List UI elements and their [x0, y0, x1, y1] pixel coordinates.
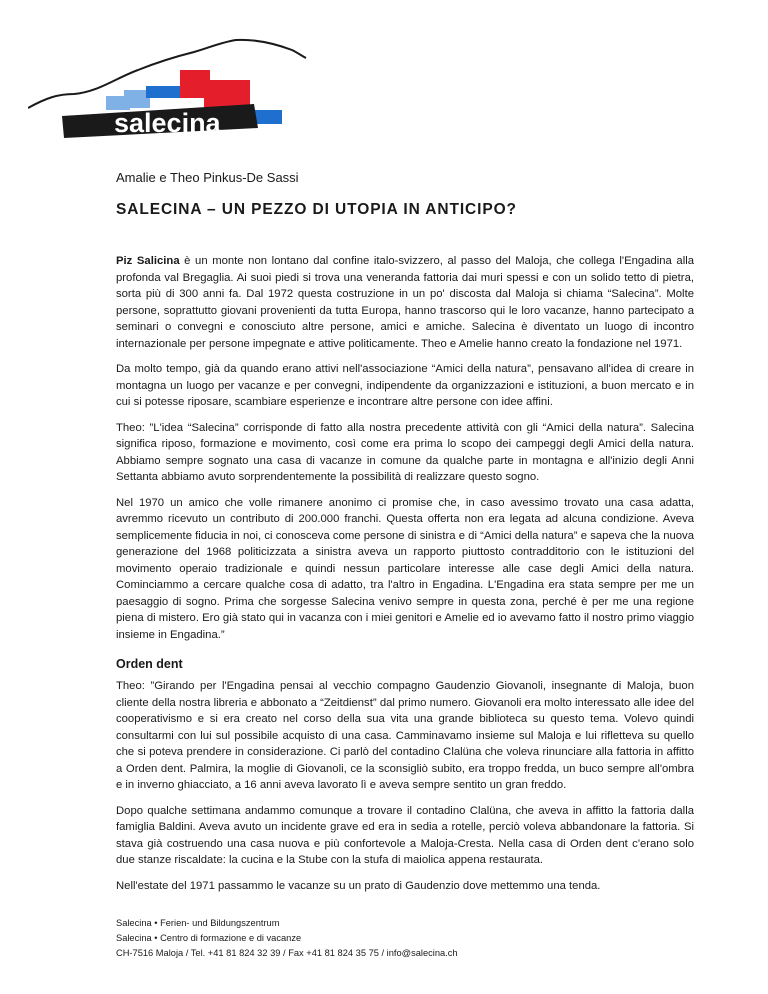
authors: Amalie e Theo Pinkus-De Sassi: [116, 170, 299, 185]
article: [116, 170, 694, 903]
body-paragraph-1: Da molto tempo, già da quando erano attivi nell'associazione “Amici della natura”, pensavano all'idea di creare in montagna un luogo per vacanze e per convegni, indipendente da organizzazioni e istituzioni, a buon mercato e in cui si potesse riposare, scambiare esperienze e incontrare altre persone con idee affini.: [116, 363, 694, 408]
intro-lead: Piz Salicina: [116, 255, 180, 267]
intro-text: è un monte non lontano dal confine italo-svizzero, al passo del Maloja, che collega l'Engadina alla profonda val Bregaglia. Ai suoi piedi si trova una veneranda fattoria dai muri spessi e con un solido tetto di pietra, sorta più di 300 anni fa. Dal 1972 questa costruzione in un po' discosta dal Maloja si chiama “Salecina”. Molte persone, soprattutto giovani provenienti da tutta Europa, hanno trascorso qui le loro vacanze, hanno partecipato a seminari o convegni e conosciuto altre persone, amici e amiche. Salecina è diventato un luogo di incontro internazionale per persone impegnate e attive politicamente. Theo e Amelie hanno creato la fondazione nel 1971.: [116, 255, 694, 350]
document-title: SALECINA – UN PEZZO DI UTOPIA IN ANTICIPO?: [116, 201, 517, 218]
section-paragraph-2: Dopo qualche settimana andammo comunque a trovare il contadino Clalüna, che aveva in affitto la fattoria dalla famiglia Baldini. Aveva avuto un incidente grave ed era in sedia a rotelle, perciò voleva abbandonare la fattoria. Si stava già costruendo una casa nuova e più confortevole a Maloja-Cresta. Nella casa di Orden dent c'erano solo due stanze riscaldate: la cucina e la Stube con la stufa di maiolica appena restaurata.: [116, 804, 694, 866]
footer-line-2: Salecina • Centro di formazione e di vacanze: [116, 933, 302, 943]
footer-line-1: Salecina • Ferien- und Bildungszentrum: [116, 918, 280, 928]
body-paragraph-3: Nel 1970 un amico che volle rimanere anonimo ci promise che, in caso avessimo trovato una casa adatta, avremmo ricevuto un contributo di 200.000 franchi. Questa offerta non era legata ad alcuna condizione. Aveva semplicemente fiducia in noi, ci conosceva come persone di sinistra e di “Amici della natura” e sapeva che la nuova generazione del 1968 politicizzata a sinistra aveva un rapporto piuttosto contradditorio con le istituzioni del movimento operaio tradizionale e quindi nessun particolare interesse alle case degli Amici della natura. Cominciammo a cercare qualche cosa di adatto, tra l'altro in Engadina. L'Engadina era stata sempre per me un paesaggio di sogno. Prima che sorgesse Salecina venivo sempre in questa zona, perché è per me una regione piena di mistero. Ero già stato qui in vacanza con i miei genitori e Amelie ed io avevamo fatto il nostro primo viaggio insieme in Engadina.”: [116, 496, 694, 641]
logo-wordmark: salecina: [114, 108, 221, 138]
mountain-logo-graphic: [28, 28, 308, 148]
footer-line-3: CH-7516 Maloja / Tel. +41 81 824 32 39 / Fax +41 81 824 35 75 / info@salecina.ch: [116, 948, 458, 958]
footer: [116, 916, 458, 961]
intro-paragraph: [116, 253, 694, 352]
section-paragraph-1: Theo: ”Girando per l'Engadina pensai al vecchio compagno Gaudenzio Giovanoli, insegnante di Maloja, buon cliente della nostra libreria e abbonato a “Zeitdienst” dal primo numero. Giovanoli era molto interessato alle idee del cooperativismo e si era creato nel corso della sua vita una grande biblioteca su questo tema. Volevo quindi consultarmi con lui sul possibile acquisto di una casa. Camminavamo insieme sul Maloja e lui rifletteva su quello che si poteva prendere in considerazione. Ci parlò del contadino Clalüna che voleva rinunciare alla fattoria in affitto a Orden dent. Palmira, la moglie di Giovanoli, ce la sconsigliò subito, era troppo fredda, un buco sempre all'ombra e in inverno ghiacciato, a 16 anni aveva lavorato lì e aveva sempre sentito un gran freddo.: [116, 680, 694, 791]
salecina-logo: [28, 28, 308, 148]
body-paragraph-2: Theo: ”L'idea “Salecina” corrisponde di fatto alla nostra precedente attività con gli “Amici della natura”. Salecina significa riposo, formazione e movimento, così come era prima lo scopo dei campeggi degli Amici della natura. Abbiamo sempre sognato una casa di vacanze in comune da qualche parte in montagna e all'inizio degli Anni Settanta abbiamo avuto sorprendentemente la possibilità di realizzare questo sogno.: [116, 421, 694, 483]
section-paragraph-3: Nell'estate del 1971 passammo le vacanze su un prato di Gaudenzio dove mettemmo una tenda.: [116, 879, 601, 892]
section-heading: Orden dent: [116, 657, 183, 671]
